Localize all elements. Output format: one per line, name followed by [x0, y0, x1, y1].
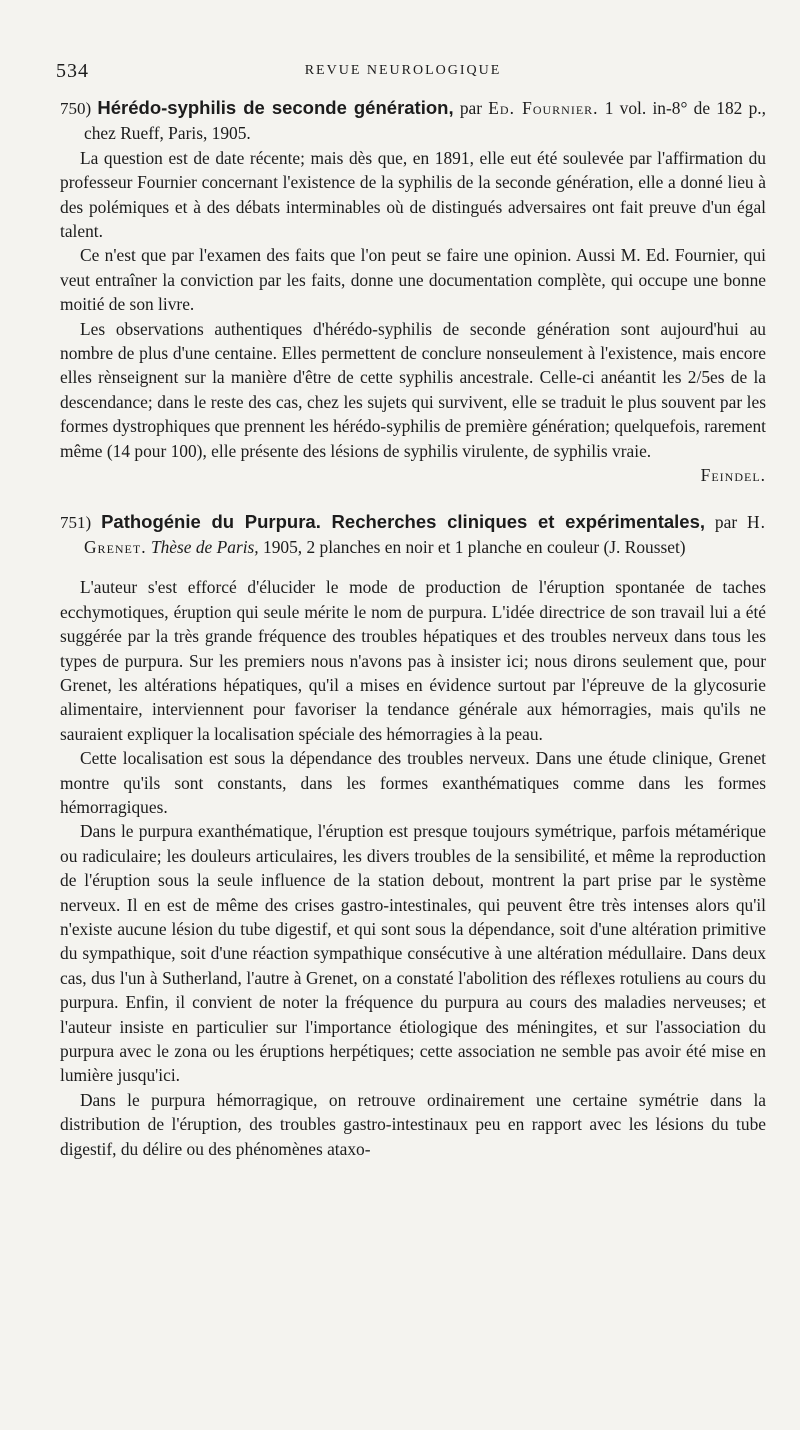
page-body: [60, 96, 766, 1161]
paragraph: L'auteur s'est efforcé d'élucider le mode de production de l'éruption spontanée de taches ecchymotiques, éruption qui seule mérite le nom de purpura. L'idée directrice de son travail lui a été suggérée par la très grande fréquence des troubles hépatiques et des troubles nerveux dans tous les types de purpura. Sur les premiers nous n'avons pas à insister ici; nous dirons seulement que, pour Grenet, les altérations hépatiques, qu'il a mises en évidence surtout par l'épreuve de la glycosurie alimentaire, interviennent pour favoriser la tendance générale aux hémorragies, mais qu'ils ne sauraient expliquer la localisation spéciale des hémorragies à la peau.: [60, 577, 766, 744]
entry-title: Hérédo-syphilis de seconde génération,: [97, 97, 454, 118]
review-signature: Feindel.: [700, 465, 766, 486]
entry-number: 751): [60, 512, 92, 532]
entry-author: H. Grenet.: [84, 511, 766, 557]
paragraph: Dans le purpura hémorragique, on retrouve ordinairement une certaine symétrie dans la distribution de l'éruption, des troubles gastro-intestinaux peu en rapport avec les lésions du tube digestif, du délire ou des phénomènes ataxo-: [60, 1089, 766, 1159]
page-header: [56, 60, 750, 84]
paragraph: Les observations authentiques d'hérédo-syphilis de seconde génération sont aujourd'hui au nombre de plus d'une centaine. Elles permettent de conclure nonseulement à l'existence, mais encore elles rènseignent sur la manière d'être de cette syphilis ancestrale. Celle-ci anéantit les 2/5es de la descendance; dans le reste des cas, chez les sujets qui survivent, elle se traduit le plus souvent par les formes dystrophiques que prennent les hérédo-syphilis de première génération; quelquefois, rarement même (14 pour 100), elle présente des lésions de syphilis virulente, de syphilis vraie.: [60, 318, 766, 461]
paragraph: Cette localisation est sous la dépendance des troubles nerveux. Dans une étude clinique, Grenet montre qu'ils sont constants, dans les formes exanthématiques comme dans les formes hémorragiques.: [60, 748, 766, 817]
running-title: REVUE NEUROLOGIQUE: [304, 63, 502, 78]
entry-citation-italic: Thèse de Paris,: [150, 536, 259, 557]
page-number: 534: [56, 60, 89, 82]
entry-citation: 1905, 2 planches en noir et 1 planche en couleur (J. Rousset): [263, 536, 686, 557]
entry-par: par: [714, 511, 738, 532]
entry-citation: 1 vol. in-8° de 182 p., chez Rueff, Paris, 1905.: [84, 98, 766, 144]
entry-title: Pathogénie du Purpura. Recherches cliniques et expérimentales,: [101, 510, 706, 532]
entry-par: par: [459, 98, 483, 118]
entry-751-heading: [60, 510, 766, 560]
paragraph: Ce n'est que par l'examen des faits que l'on peut se faire une opinion. Aussi M. Ed. Fournier, qui veut entraîner la conviction par les faits, donne une documentation complète, qui occupe une bonne moitié de son livre.: [60, 245, 766, 315]
entry-number: 750): [60, 99, 92, 118]
paragraph: La question est de date récente; mais dès que, en 1891, elle eut été soulevée par l'affirmation du professeur Fournier concernant l'existence de la syphilis de la seconde génération, elle a donné lieu à des polémiques et à des débats interminables où de distingués adversaires ont fait preuve d'un égal talent.: [60, 147, 766, 242]
entry-750-heading: [60, 96, 766, 146]
paragraph: Dans le purpura exanthématique, l'éruption est presque toujours symétrique, parfois métamérique ou radiculaire; les douleurs articulaires, les divers troubles de la sensibilité, et même la reproduction de l'éruption sous la seule influence de la station debout, montrent la part prise par le système nerveux. Il en est de même des crises gastro-intestinales, qui peuvent être très intenses alors qu'il n'existe aucune lésion du tube digestif, et qui sont sous la dépendance, soit d'une altération primitive du sympathique, soit d'une réaction sympathique consécutive à une altération médullaire. Dans deux cas, dus l'un à Sutherland, l'autre à Grenet, on a constaté l'abolition des réflexes rotuliens au cours du purpura. Enfin, il convient de noter la fréquence du purpura au cours des maladies nerveuses; et l'auteur insiste en particulier sur l'importance étiologique des méningites, et sur l'association du purpura avec le zona ou les éruptions herpétiques; cette association ne semble pas avoir été mise en lumière jusqu'ici.: [60, 821, 766, 1086]
entry-author: Ed. Fournier.: [488, 98, 599, 118]
